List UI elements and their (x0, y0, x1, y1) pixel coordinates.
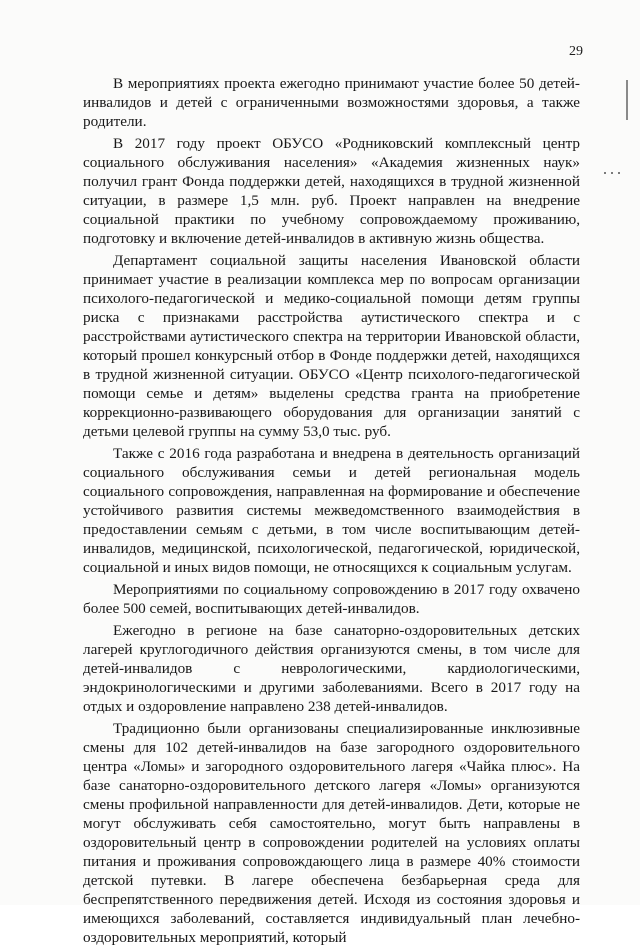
paragraph: Традиционно были организованы специализированные инклюзивные смены для 102 детей-инвалидов на базе загородного оздоровительного центра «Ломы» и загородного оздоровительного лагеря «Чайка плюс». На базе санаторно-оздоровительного детского лагеря «Ломы» организуются смены профильной направленности для детей-инвалидов. Дети, которые не могут обслуживать себя самостоятельно, могут быть направлены в оздоровительный центр в сопровождении родителей на условиях оплаты питания и проживания сопровождающего лица в размере 40% стоимости детской путевки. В лагере обеспечена безбарьерная среда для беспрепятственного передвижения детей. Исходя из состояния здоровья и имеющихся заболеваний, составляется индивидуальный план лечебно-оздоровительных мероприятий, который (83, 720, 580, 946)
scan-artifact (611, 172, 613, 174)
document-body (83, 74, 580, 950)
scan-artifact (618, 172, 620, 174)
scan-artifact (626, 80, 628, 120)
paragraph: Также с 2016 года разработана и внедрена в деятельность организаций социального обслуживания семьи и детей региональная модель социального сопровождения, направленная на формирование и обеспечение устойчивого развития системы межведомственного взаимодействия в предоставлении семьям с детьми, в том числе воспитывающим детей-инвалидов, медицинской, психологической, педагогической, юридической, социальной и иных видов помощи, не относящихся к социальным услугам. (83, 445, 580, 576)
scan-artifact (604, 172, 606, 174)
paragraph: В 2017 году проект ОБУСО «Родниковский комплексный центр социального обслуживания населения» «Академия жизненных наук» получил грант Фонда поддержки детей, находящихся в трудной жизненной ситуации, в размере 1,5 млн. руб. Проект направлен на внедрение социальной практики по учебному сопровождаемому проживанию, подготовку и включение детей-инвалидов в активную жизнь общества. (83, 135, 580, 247)
paragraph: Мероприятиями по социальному сопровождению в 2017 году охвачено более 500 семей, воспитывающих детей-инвалидов. (83, 581, 580, 617)
paragraph: Ежегодно в регионе на базе санаторно-оздоровительных детских лагерей круглогодичного действия организуются смены, в том числе для детей-инвалидов с неврологическими, кардиологическими, эндокринологическими и другими заболеваниями. Всего в 2017 году на отдых и оздоровление направлено 238 детей-инвалидов. (83, 622, 580, 715)
page-number: 29 (569, 44, 583, 59)
paragraph: В мероприятиях проекта ежегодно принимают участие более 50 детей-инвалидов и детей с ограниченными возможностями здоровья, а также родители. (83, 75, 580, 130)
paragraph: Департамент социальной защиты населения Ивановской области принимает участие в реализации комплекса мер по вопросам организации психолого-педагогической и медико-социальной помощи детям группы риска с признаками расстройства аутистического спектра и с расстройствами аутистического спектра на территории Ивановской области, который прошел конкурсный отбор в Фонде поддержки детей, находящихся в трудной жизненной ситуации. ОБУСО «Центр психолого-педагогической помощи семье и детям» выделены средства гранта на приобретение коррекционно-развивающего оборудования для организации занятий с детьми целевой группы на сумму 53,0 тыс. руб. (83, 252, 580, 440)
